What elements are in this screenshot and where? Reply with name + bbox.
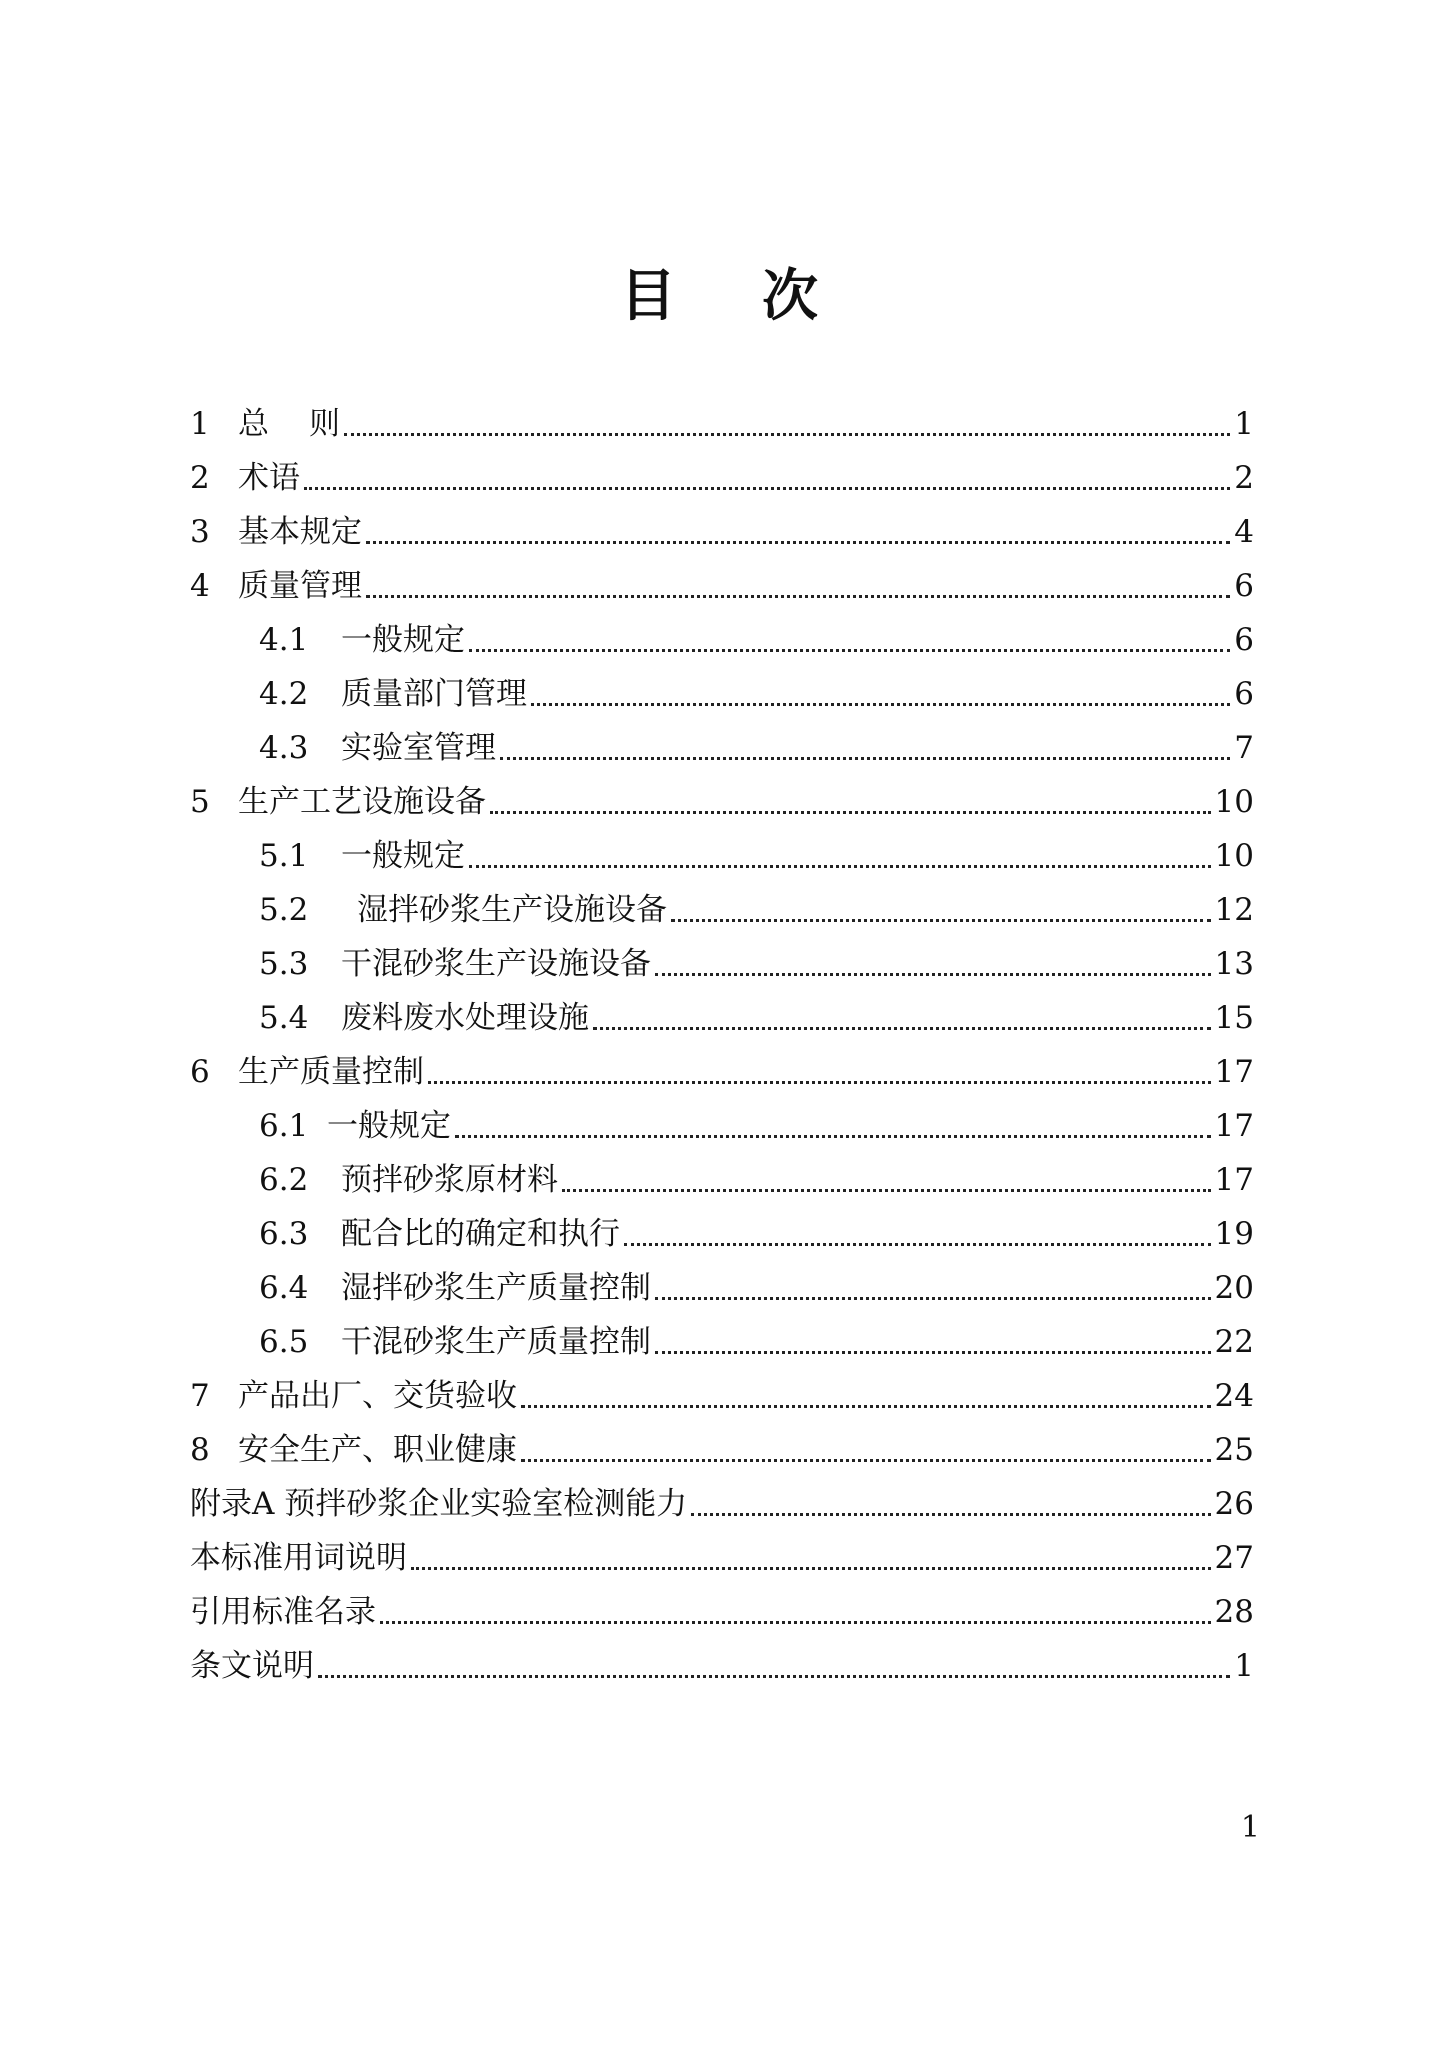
toc-entry-6-2[interactable]	[190, 1148, 1254, 1202]
toc-entry-label: 附录A 预拌砂浆企业实验室检测能力	[190, 1486, 688, 1522]
toc-entry-number: 5	[190, 784, 210, 820]
page-title	[0, 262, 1438, 332]
toc-dot-leader	[620, 1212, 1215, 1256]
toc-entry-number: 3	[190, 514, 210, 550]
toc-entry-8[interactable]	[190, 1418, 1254, 1472]
toc-entry-number: 5.2	[259, 892, 309, 928]
toc-dot-leader	[300, 456, 1234, 500]
toc-entry-page: 26	[1214, 1486, 1254, 1522]
toc-entry-page: 25	[1214, 1432, 1254, 1468]
toc-entry-page: 17	[1214, 1108, 1254, 1144]
toc-dot-leader	[496, 726, 1234, 770]
toc-entry-label: 湿拌砂浆生产质量控制	[341, 1270, 651, 1306]
toc-entry-2[interactable]	[190, 446, 1254, 500]
toc-entry-5[interactable]	[190, 770, 1254, 824]
toc-entry-label: 湿拌砂浆生产设施设备	[357, 892, 667, 928]
toc-entry-label: 一般规定	[327, 1108, 451, 1144]
toc-dot-leader	[558, 1158, 1215, 1202]
toc-dot-leader	[424, 1050, 1215, 1094]
page-title-part2: 次	[762, 264, 818, 329]
toc-dot-leader	[651, 1320, 1215, 1364]
toc-entry-label: 一般规定	[341, 838, 465, 874]
toc-entry-label: 引用标准名录	[190, 1594, 376, 1630]
toc-dot-leader	[667, 888, 1215, 932]
toc-entry-clause-explanation[interactable]	[190, 1634, 1254, 1688]
toc-entry-page: 28	[1214, 1594, 1254, 1630]
toc-entry-page: 6	[1234, 622, 1254, 658]
toc-entry-page: 17	[1214, 1162, 1254, 1198]
toc-entry-label: 术语	[238, 460, 300, 496]
toc-entry-7[interactable]	[190, 1364, 1254, 1418]
toc-entry-number: 6	[190, 1054, 210, 1090]
toc-entry-6-3[interactable]	[190, 1202, 1254, 1256]
toc-dot-leader	[517, 1374, 1215, 1418]
toc-entry-page: 19	[1214, 1216, 1254, 1252]
toc-entry-label: 干混砂浆生产质量控制	[341, 1324, 651, 1360]
toc-entry-page: 15	[1214, 1000, 1254, 1036]
toc-entry-page: 1	[1234, 406, 1254, 442]
toc-entry-5-2[interactable]	[190, 878, 1254, 932]
table-of-contents	[190, 392, 1254, 1688]
toc-entry-page: 6	[1234, 568, 1254, 604]
toc-entry-label: 实验室管理	[341, 730, 496, 766]
toc-entry-page: 4	[1234, 514, 1254, 550]
toc-entry-number: 6.3	[259, 1216, 309, 1252]
toc-entry-6-4[interactable]	[190, 1256, 1254, 1310]
toc-entry-number: 6.1	[259, 1108, 309, 1144]
toc-entry-label: 预拌砂浆原材料	[341, 1162, 558, 1198]
toc-dot-leader	[362, 564, 1234, 608]
toc-entry-page: 27	[1214, 1540, 1254, 1576]
toc-entry-number: 5.3	[259, 946, 309, 982]
toc-entry-number: 6.5	[259, 1324, 309, 1360]
toc-entry-number: 5.4	[259, 1000, 309, 1036]
toc-entry-number: 7	[190, 1378, 210, 1414]
toc-entry-label: 废料废水处理设施	[341, 1000, 589, 1036]
toc-dot-leader	[376, 1590, 1215, 1634]
toc-dot-leader	[451, 1104, 1215, 1148]
toc-entry-label: 条文说明	[190, 1648, 314, 1684]
toc-entry-label: 产品出厂、交货验收	[238, 1378, 517, 1414]
toc-entry-5-1[interactable]	[190, 824, 1254, 878]
toc-entry-6-5[interactable]	[190, 1310, 1254, 1364]
toc-entry-page: 6	[1234, 676, 1254, 712]
toc-entry-label: 生产工艺设施设备	[238, 784, 486, 820]
toc-entry-page: 24	[1214, 1378, 1254, 1414]
toc-entry-cited-standards[interactable]	[190, 1580, 1254, 1634]
toc-entry-5-3[interactable]	[190, 932, 1254, 986]
toc-entry-wording-explanation[interactable]	[190, 1526, 1254, 1580]
toc-entry-page: 17	[1214, 1054, 1254, 1090]
toc-dot-leader	[589, 996, 1215, 1040]
toc-dot-leader	[651, 1266, 1215, 1310]
toc-entry-label: 基本规定	[238, 514, 362, 550]
toc-entry-label: 干混砂浆生产设施设备	[341, 946, 651, 982]
toc-entry-4-3[interactable]	[190, 716, 1254, 770]
toc-entry-3[interactable]	[190, 500, 1254, 554]
toc-entry-label: 生产质量控制	[238, 1054, 424, 1090]
toc-entry-label: 安全生产、职业健康	[238, 1432, 517, 1468]
toc-entry-label: 本标准用词说明	[190, 1540, 407, 1576]
toc-dot-leader	[465, 618, 1234, 662]
toc-entry-page: 10	[1214, 784, 1254, 820]
toc-entry-page: 10	[1214, 838, 1254, 874]
toc-entry-number: 4.2	[259, 676, 309, 712]
toc-entry-appendix-a[interactable]	[190, 1472, 1254, 1526]
toc-entry-number: 8	[190, 1432, 210, 1468]
toc-entry-page: 2	[1234, 460, 1254, 496]
toc-entry-page: 7	[1234, 730, 1254, 766]
toc-entry-4-1[interactable]	[190, 608, 1254, 662]
toc-dot-leader	[486, 780, 1215, 824]
toc-dot-leader	[465, 834, 1215, 878]
toc-entry-page: 20	[1214, 1270, 1254, 1306]
toc-dot-leader	[362, 510, 1234, 554]
toc-entry-page: 13	[1214, 946, 1254, 982]
toc-entry-number: 2	[190, 460, 210, 496]
toc-entry-label: 配合比的确定和执行	[341, 1216, 620, 1252]
toc-entry-page: 12	[1214, 892, 1254, 928]
toc-entry-number: 4.1	[259, 622, 309, 658]
toc-entry-4-2[interactable]	[190, 662, 1254, 716]
toc-dot-leader	[527, 672, 1234, 716]
toc-entry-number: 6.2	[259, 1162, 309, 1198]
toc-entry-number: 5.1	[259, 838, 309, 874]
page-title-part1: 目	[620, 264, 676, 329]
toc-entry-label: 质量管理	[238, 568, 362, 604]
toc-entry-number: 1	[190, 406, 210, 442]
toc-entry-6-1[interactable]	[190, 1094, 1254, 1148]
toc-dot-leader	[340, 402, 1234, 446]
page-number: 1	[1240, 1810, 1260, 1845]
toc-dot-leader	[517, 1428, 1215, 1472]
toc-entry-number: 4	[190, 568, 210, 604]
toc-entry-page: 1	[1234, 1648, 1254, 1684]
toc-entry-4[interactable]	[190, 554, 1254, 608]
toc-dot-leader	[651, 942, 1215, 986]
toc-entry-label: 质量部门管理	[341, 676, 527, 712]
toc-entry-number: 6.4	[259, 1270, 309, 1306]
toc-dot-leader	[314, 1644, 1234, 1688]
toc-entry-1[interactable]	[190, 392, 1254, 446]
toc-dot-leader	[407, 1536, 1215, 1580]
toc-dot-leader	[687, 1482, 1214, 1526]
toc-entry-page: 22	[1214, 1324, 1254, 1360]
toc-entry-number: 4.3	[259, 730, 309, 766]
toc-entry-6[interactable]	[190, 1040, 1254, 1094]
toc-entry-5-4[interactable]	[190, 986, 1254, 1040]
toc-entry-label: 一般规定	[341, 622, 465, 658]
toc-entry-label: 总 则	[238, 406, 340, 442]
